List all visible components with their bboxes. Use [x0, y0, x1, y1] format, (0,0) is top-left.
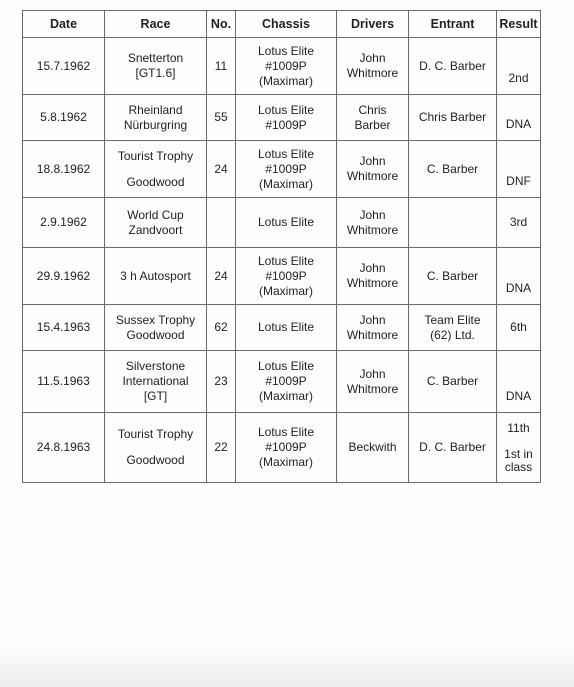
cell-chassis: Lotus Elite #1009P (Maximar): [236, 38, 337, 95]
cell-chassis: Lotus Elite #1009P (Maximar): [236, 248, 337, 305]
cell-race: Tourist Trophy Goodwood: [105, 413, 207, 483]
cell-race: Silverstone International [GT]: [105, 351, 207, 413]
cell-drivers: John Whitmore: [337, 305, 409, 351]
table-row: [23, 351, 541, 413]
cell-entrant: D. C. Barber: [409, 38, 497, 95]
header-entrant: Entrant: [409, 11, 497, 38]
cell-date: 29.9.1962: [23, 248, 105, 305]
cell-date: 11.5.1963: [23, 351, 105, 413]
cell-entrant: Chris Barber: [409, 95, 497, 141]
header-no: No.: [207, 11, 236, 38]
cell-race: 3 h Autosport: [105, 248, 207, 305]
results-table: [22, 10, 541, 483]
cell-result: DNA: [497, 95, 541, 141]
header-drivers: Drivers: [337, 11, 409, 38]
table-row: [23, 305, 541, 351]
cell-date: 15.7.1962: [23, 38, 105, 95]
cell-chassis: Lotus Elite #1009P (Maximar): [236, 351, 337, 413]
cell-drivers: John Whitmore: [337, 38, 409, 95]
header-date: Date: [23, 11, 105, 38]
cell-chassis: Lotus Elite #1009P: [236, 95, 337, 141]
table-row: [23, 248, 541, 305]
cell-no: 11: [207, 38, 236, 95]
cell-no: 22: [207, 413, 236, 483]
cell-no: 62: [207, 305, 236, 351]
table-row: [23, 141, 541, 198]
cell-result: DNF: [497, 141, 541, 198]
cell-no: 55: [207, 95, 236, 141]
cell-race: Sussex Trophy Goodwood: [105, 305, 207, 351]
cell-no: 23: [207, 351, 236, 413]
table-row: [23, 413, 541, 483]
table-row: [23, 38, 541, 95]
cell-date: 5.8.1962: [23, 95, 105, 141]
cell-entrant: C. Barber: [409, 248, 497, 305]
header-row: [23, 11, 541, 38]
cell-drivers: John Whitmore: [337, 248, 409, 305]
cell-no: 24: [207, 248, 236, 305]
table-row: [23, 95, 541, 141]
cell-entrant: C. Barber: [409, 141, 497, 198]
cell-no: [207, 198, 236, 248]
cell-race: Tourist Trophy Goodwood: [105, 141, 207, 198]
cell-race: World Cup Zandvoort: [105, 198, 207, 248]
cell-drivers: Beckwith: [337, 413, 409, 483]
cell-chassis: Lotus Elite #1009P (Maximar): [236, 141, 337, 198]
cell-drivers: John Whitmore: [337, 198, 409, 248]
cell-entrant: C. Barber: [409, 351, 497, 413]
header-chassis: Chassis: [236, 11, 337, 38]
cell-result: 6th: [497, 305, 541, 351]
cell-result: 2nd: [497, 38, 541, 95]
cell-no: 24: [207, 141, 236, 198]
cell-result: DNA: [497, 248, 541, 305]
cell-drivers: Chris Barber: [337, 95, 409, 141]
page-shadow: [0, 647, 574, 687]
cell-result: DNA: [497, 351, 541, 413]
cell-race: Snetterton [GT1.6]: [105, 38, 207, 95]
cell-chassis: Lotus Elite #1009P (Maximar): [236, 413, 337, 483]
cell-entrant: Team Elite (62) Ltd.: [409, 305, 497, 351]
cell-result: 11th 1st in class: [497, 413, 541, 483]
cell-date: 2.9.1962: [23, 198, 105, 248]
cell-chassis: Lotus Elite: [236, 305, 337, 351]
cell-race: Rheinland Nürburgring: [105, 95, 207, 141]
table-row: [23, 198, 541, 248]
header-result: Result: [497, 11, 541, 38]
cell-entrant: D. C. Barber: [409, 413, 497, 483]
cell-date: 24.8.1963: [23, 413, 105, 483]
header-race: Race: [105, 11, 207, 38]
cell-date: 15.4.1963: [23, 305, 105, 351]
cell-entrant: [409, 198, 497, 248]
cell-drivers: John Whitmore: [337, 351, 409, 413]
cell-date: 18.8.1962: [23, 141, 105, 198]
cell-result: 3rd: [497, 198, 541, 248]
cell-chassis: Lotus Elite: [236, 198, 337, 248]
cell-drivers: John Whitmore: [337, 141, 409, 198]
